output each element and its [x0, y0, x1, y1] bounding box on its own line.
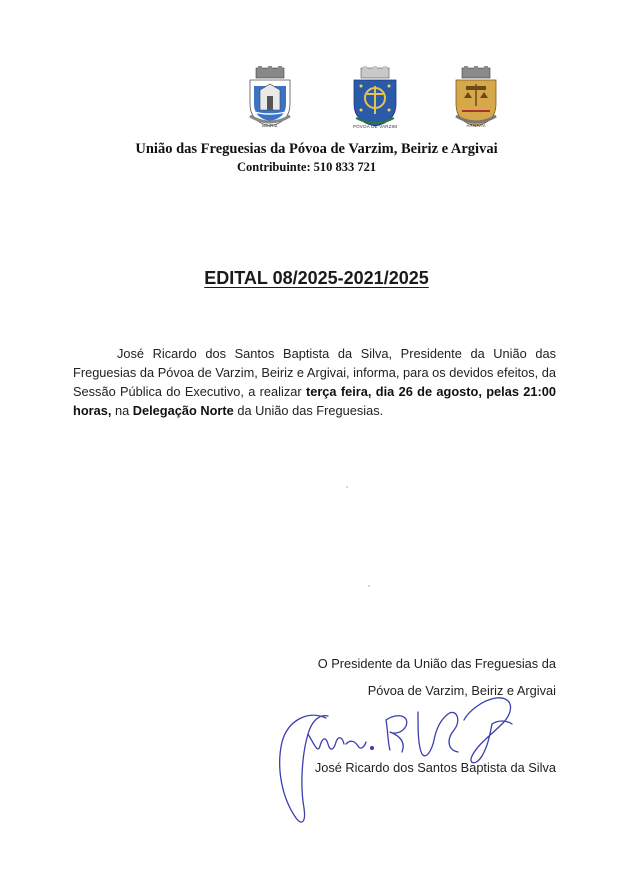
notice-text-3: da União das Freguesias.	[233, 403, 384, 418]
notice-text-1: José Ricardo dos Santos Baptista da Silva, Presidente da União das Freguesias da Póvoa de Varzim, Beiriz e Argivai, informa, para os devidos efeitos, da Sessão Pública do Executivo, a realizar	[73, 346, 556, 399]
crests-row	[0, 66, 633, 136]
scan-speck	[368, 585, 370, 587]
povoa-crest-icon	[350, 66, 400, 130]
taxpayer-id	[237, 160, 376, 175]
argivai-crest-icon	[452, 66, 500, 130]
notice-body	[73, 344, 556, 420]
scan-speck	[346, 486, 348, 488]
beiriz-caption: BEIRIZ	[262, 123, 278, 128]
povoa-caption: PÓVOA DE VARZIM	[352, 124, 398, 129]
notice-location: Delegação Norte	[132, 403, 234, 418]
organization-name: União das Freguesias da Póvoa de Varzim, Beiriz e Argivai	[135, 141, 498, 157]
taxpayer-number: 510 833 721	[313, 160, 377, 174]
notice-date-time: terça feira, dia 26 de agosto, pelas 21:00 horas,	[73, 384, 556, 418]
notice-title: EDITAL 08/2025-2021/2025	[204, 268, 429, 288]
argivai-caption: ARGIVAI	[466, 123, 486, 128]
notice-text-2: na	[111, 403, 133, 418]
beiriz-crest-icon	[246, 66, 294, 130]
taxpayer-label: Contribuinte:	[237, 160, 311, 174]
